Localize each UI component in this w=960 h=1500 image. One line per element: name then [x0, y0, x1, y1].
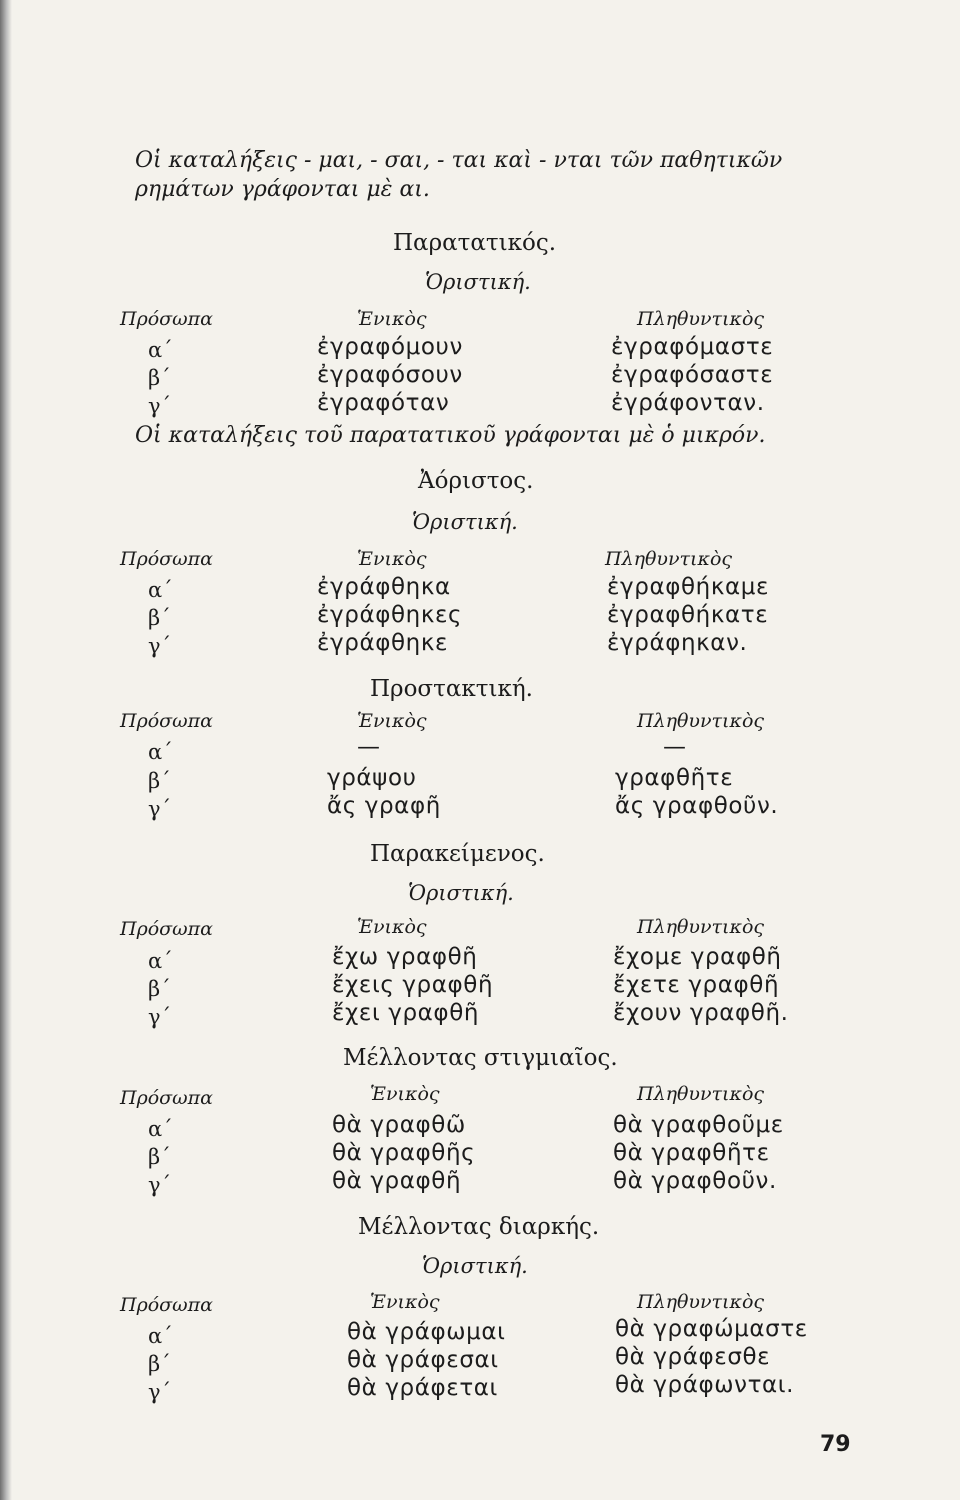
singular-form: θὰ γραφθῶ	[332, 1112, 466, 1138]
singular-form: —	[357, 734, 381, 760]
singular-form: ἐγραφόσουν	[317, 362, 463, 388]
singular-form: ἄς γραφῆ	[327, 793, 441, 819]
persons-header: Πρόσωπα	[120, 308, 213, 330]
person-label: β΄	[148, 769, 171, 793]
singular-header: Ἑνικὸς	[370, 1291, 440, 1313]
plural-header: Πληθυντικὸς	[637, 1291, 765, 1313]
plural-form: γραφθῆτε	[615, 765, 734, 791]
plural-form: θὰ γραφθοῦμε	[613, 1112, 784, 1138]
singular-form: ἔχεις γραφθῆ	[332, 972, 494, 998]
plural-form: θὰ γραφθοῦν.	[613, 1168, 777, 1194]
person-label: β΄	[148, 1145, 171, 1169]
person-label: α΄	[148, 1324, 173, 1348]
plural-header: Πληθυντικὸς	[637, 916, 765, 938]
person-label: β΄	[148, 606, 171, 630]
persons-header: Πρόσωπα	[120, 918, 213, 940]
singular-form: ἐγράφθηκε	[317, 630, 449, 656]
plural-form: θὰ γραφώμαστε	[615, 1316, 808, 1342]
tense-title-imperfect: Παρατατικός.	[393, 230, 557, 256]
singular-form: θὰ γράφεται	[347, 1375, 498, 1401]
singular-header: Ἑνικὸς	[370, 1083, 440, 1105]
singular-form: ἐγράφθηκα	[317, 574, 451, 600]
mood-subtitle-imperfect: Ὁριστική.	[425, 270, 531, 294]
person-label: γ΄	[148, 634, 172, 658]
persons-header: Πρόσωπα	[120, 1294, 213, 1316]
plural-form: ἐγράφονταν.	[611, 390, 765, 416]
person-label: γ΄	[148, 797, 172, 821]
person-label: γ΄	[148, 1173, 172, 1197]
singular-form: ἐγραφόμουν	[317, 334, 463, 360]
plural-form: ἔχουν γραφθῆ.	[613, 1000, 789, 1026]
singular-header: Ἑνικὸς	[357, 916, 427, 938]
tense-title-aorist: Ἀόριστος.	[418, 468, 534, 494]
singular-form: ἔχω γραφθῆ	[332, 944, 478, 970]
persons-header: Πρόσωπα	[120, 548, 213, 570]
plural-form: ἐγραφόμαστε	[611, 334, 774, 360]
tense-title-future-continuous: Μέλλοντας διαρκής.	[358, 1214, 600, 1240]
plural-header: Πληθυντικὸς	[637, 710, 765, 732]
person-label: α΄	[148, 949, 173, 973]
mood-subtitle-perfect: Ὁριστική.	[408, 881, 514, 905]
tense-title-imperative: Προστακτική.	[370, 676, 533, 702]
singular-form: ἐγράφθηκες	[317, 602, 463, 628]
person-label: α΄	[148, 578, 173, 602]
person-label: γ΄	[148, 1005, 172, 1029]
person-label: β΄	[148, 977, 171, 1001]
plural-header: Πληθυντικὸς	[637, 1083, 765, 1105]
mood-subtitle-aorist: Ὁριστική.	[412, 510, 518, 534]
plural-form: ἐγραφόσαστε	[611, 362, 774, 388]
page-edge-shadow	[0, 0, 12, 1500]
plural-header: Πληθυντικὸς	[637, 308, 765, 330]
person-label: γ΄	[148, 1380, 172, 1404]
tense-title-future-simple: Μέλλοντας στιγμιαῖος.	[343, 1045, 618, 1071]
intro-note-line-2: ρημάτων γράφονται μὲ αι.	[135, 177, 430, 202]
singular-header: Ἑνικὸς	[357, 548, 427, 570]
tense-title-perfect: Παρακείμενος.	[370, 841, 545, 867]
mood-subtitle-future-continuous: Ὁριστική.	[422, 1254, 528, 1278]
singular-form: ἔχει γραφθῆ	[332, 1000, 480, 1026]
intro-note-line-1: Οἱ καταλήξεις - μαι, - σαι, - ται καὶ - νται τῶν παθητικῶν	[135, 148, 783, 173]
singular-form: ἐγραφόταν	[317, 390, 450, 416]
person-label: α΄	[148, 338, 173, 362]
imperfect-note: Οἱ καταλήξεις τοῦ παρατατικοῦ γράφονται μὲ ὁ μικρόν.	[135, 423, 766, 448]
persons-header: Πρόσωπα	[120, 710, 213, 732]
person-label: γ΄	[148, 394, 172, 418]
singular-form: θὰ γράφεσαι	[347, 1347, 499, 1373]
singular-form: γράψου	[327, 765, 417, 791]
page-number: 79	[820, 1432, 851, 1457]
singular-form: θὰ γραφθῆς	[332, 1140, 476, 1166]
singular-form: θὰ γραφθῆ	[332, 1168, 462, 1194]
plural-form: ἄς γραφθοῦν.	[615, 793, 779, 819]
plural-form: ἔχετε γραφθῆ	[613, 972, 780, 998]
person-label: β΄	[148, 366, 171, 390]
plural-header: Πληθυντικὸς	[605, 548, 733, 570]
person-label: α΄	[148, 1117, 173, 1141]
plural-form: ἐγραφθήκατε	[607, 602, 769, 628]
person-label: β΄	[148, 1352, 171, 1376]
singular-header: Ἑνικὸς	[357, 710, 427, 732]
singular-header: Ἑνικὸς	[357, 308, 427, 330]
singular-form: θὰ γράφωμαι	[347, 1319, 506, 1345]
plural-form: —	[663, 734, 687, 760]
plural-form: θὰ γράφεσθε	[615, 1344, 771, 1370]
plural-form: θὰ γραφθῆτε	[613, 1140, 770, 1166]
plural-form: θὰ γράφωνται.	[615, 1372, 795, 1398]
plural-form: ἐγράφηκαν.	[607, 630, 748, 656]
plural-form: ἐγραφθήκαμε	[607, 574, 770, 600]
person-label: α΄	[148, 740, 173, 764]
persons-header: Πρόσωπα	[120, 1087, 213, 1109]
plural-form: ἔχομε γραφθῆ	[613, 944, 782, 970]
